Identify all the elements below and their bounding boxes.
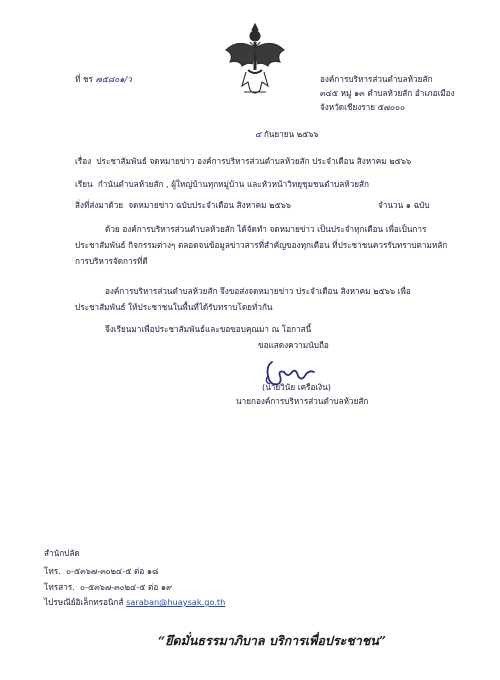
signer-name: (นายวินัย เครือเงิน) <box>262 382 331 392</box>
phone-value: ๐-๕๓๖๗-๓๐๒๔-๕ ต่อ ๑๘ <box>66 566 159 576</box>
email-line <box>44 597 225 608</box>
enclosure-text: จดหมายข่าว ฉบับประจำเดือน สิงหาคม ๒๕๖๖ <box>128 200 292 210</box>
subject-line <box>75 156 411 167</box>
email-link[interactable]: saraban@huaysak.go.th <box>126 597 226 607</box>
fax-value: ๐-๕๓๖๗-๓๐๒๔-๕ ต่อ ๑๙ <box>80 582 173 592</box>
paragraph-2-text: องค์การบริหารส่วนตำบลห้วยสัก จึงขอส่งจดหมายข่าว ประจำเดือน สิงหาคม ๒๕๖๖ เพื่อประชาสัมพันธ์ ให้ประชาชนในพื้นที่ได้รับทราบโดยทั่วกัน <box>75 286 411 312</box>
body-paragraph-2 <box>75 283 460 315</box>
ref-number-value: ๗๕๘๐๑/ว <box>95 74 132 84</box>
sender-org-line: องค์การบริหารส่วนตำบลห้วยสัก <box>320 74 433 84</box>
signer-title: นายกองค์การบริหารส่วนตำบลห้วยสัก <box>236 396 369 406</box>
paragraph-1-text: ด้วย องค์การบริหารส่วนตำบลห้วยสัก ได้จัดทำ จดหมายข่าว เป็นประจำทุกเดือน เพื่อเป็นการประชาสัมพันธ์ กิจกรรมต่างๆ ตลอดจนข้อมูลข่าวสารที่สำคัญของทุกเดือน ที่ประชาชนควรรับทราบตามหลักการบริหารจัดการที่ดี <box>75 224 448 266</box>
recipient-label: เรียน <box>75 179 93 189</box>
date-month-year: กันยายน ๒๕๖๖ <box>263 129 319 139</box>
enclosure-count-text: จำนวน ๑ ฉบับ <box>378 200 430 210</box>
recipient-line <box>75 179 369 190</box>
office-motto: “ยึดมั่นธรรมาภิบาล บริการเพื่อประชาชน” <box>158 633 386 648</box>
enclosure-label: สิ่งที่ส่งมาด้วย <box>75 200 124 210</box>
enclosure-count <box>378 200 430 211</box>
fax-label: โทรสาร. <box>44 582 75 592</box>
subject-text: ประชาสัมพันธ์ จดหมายข่าว องค์การบริหารส่วนตำบลห้วยสัก ประจำเดือน สิงหาคม ๒๕๖๖ <box>96 156 412 166</box>
date-day: ๔ <box>255 129 262 139</box>
recipient-text: กำนันตำบลห้วยสัก , ผู้ใหญ่บ้านทุกหมู่บ้าน และหัวหน้าวิทยุชุมชนตำบลห้วยสัก <box>97 179 369 189</box>
phone-label: โทร. <box>44 566 61 576</box>
body-paragraph-1 <box>75 221 460 269</box>
reference-number <box>75 74 132 85</box>
sender-province-line: จังหวัดเชียงราย ๕๗๐๐๐ <box>320 102 405 112</box>
closing-phrase: ขอแสดงความนับถือ <box>258 340 329 350</box>
garuda-emblem-icon <box>220 20 290 100</box>
fax-line <box>44 582 172 593</box>
closing-request: จึงเรียนมาเพื่อประชาสัมพันธ์และขอขอบคุณมา ณ โอกาสนี้ <box>105 324 312 334</box>
subject-label: เรื่อง <box>75 156 92 166</box>
email-label: ไปรษณีย์อิเล็กทรอนิกส์ <box>44 597 124 607</box>
office-name: สำนักปลัด <box>44 548 80 558</box>
sender-address-line: ๓๔๕ หมู่ ๑๓ ตำบลห้วยสัก อำเภอเมือง <box>320 88 455 98</box>
ref-label: ที่ ชร <box>75 74 93 84</box>
phone-line <box>44 566 158 577</box>
enclosure-line <box>75 200 291 211</box>
letter-date <box>255 129 319 140</box>
